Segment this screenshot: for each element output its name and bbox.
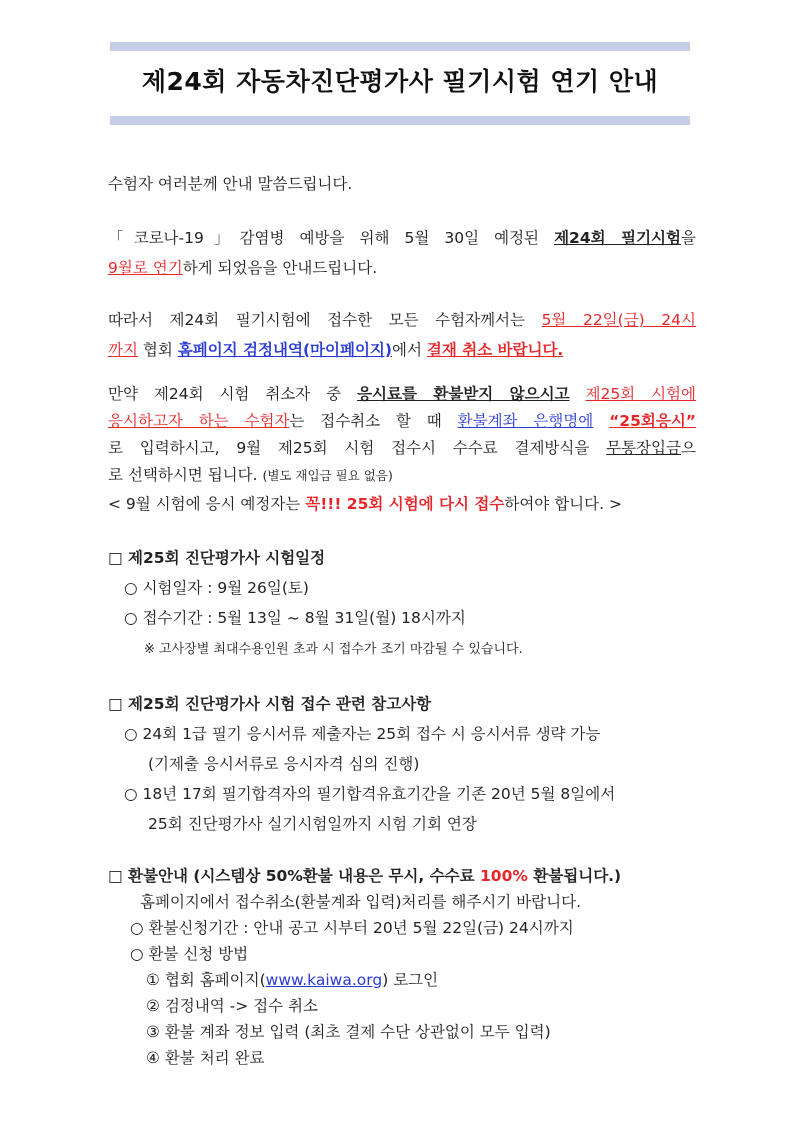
notice-line: 「코로나-19」감염병 예방을 위해 5월 30일 예정된 제24회 필기시험을 <box>108 229 696 247</box>
refund-step: ② 검정내역 -> 접수 취소 <box>146 997 318 1015</box>
refund-intro: 홈페이지에서 접수취소(환불계좌 입력)처리를 해주시기 바랍니다. <box>140 893 582 911</box>
reference-item: ○ 24회 1급 필기 응시서류 제출자는 25회 접수 시 응시서류 생략 가능 <box>124 725 601 743</box>
greeting: 수험자 여러분께 안내 말씀드립니다. <box>108 175 353 193</box>
refund-step: ① 협회 홈페이지(www.kaiwa.org) 로그인 <box>146 971 439 989</box>
notice-line: 9월로 연기하게 되었음을 안내드립니다. <box>108 259 378 277</box>
title-bottom-bar <box>110 116 690 125</box>
refund-period-item: ○ 환불신청기간 : 안내 공고 시부터 20년 5월 22일(금) 24시까지 <box>130 919 574 937</box>
section-heading-refund: □ 환불안내 (시스템상 50%환불 내용은 무시, 수수료 100% 환불됩니다.) <box>108 867 622 885</box>
reference-item-sub: 25회 진단평가사 실기시험일까지 시험 기회 연장 <box>148 815 477 833</box>
notice-line: 따라서 제24회 필기시험에 접수한 모든 수험자께서는 5월 22일(금) 24시 <box>108 311 696 329</box>
capacity-note: ※ 고사장별 최대수용인원 초과 시 접수가 조기 마감될 수 있습니다. <box>144 642 523 657</box>
refund-method-item: ○ 환불 신청 방법 <box>130 945 249 963</box>
reference-item: ○ 18년 17회 필기합격자의 필기합격유효기간을 기존 20년 5월 8일에서 <box>124 785 616 803</box>
notice-line: < 9월 시험에 응시 예정자는 꼭!!! 25회 시험에 다시 접수하여야 합니다. > <box>108 495 622 513</box>
reference-item-sub: (기제출 응시서류로 응시자격 심의 진행) <box>148 755 420 773</box>
registration-period-item: ○ 접수기간 : 5월 13일 ~ 8월 31일(월) 18시까지 <box>124 609 466 627</box>
notice-line: 로 선택하시면 됩니다. (별도 재입금 필요 없음) <box>108 466 393 484</box>
notice-line: 로 입력하시고, 9월 제25회 시험 접수시 수수료 결제방식을 무통장입금으 <box>108 439 696 457</box>
section-heading-reference: □ 제25회 진단평가사 시험 접수 관련 참고사항 <box>108 695 432 713</box>
homepage-link[interactable]: www.kaiwa.org <box>265 971 383 989</box>
notice-line: 까지 협회 홈페이지 검정내역(마이페이지)에서 결재 취소 바랍니다. <box>108 341 564 359</box>
notice-line: 응시하고자 하는 수험자는 접수취소 할 때 환불계좌 은행명에 “25회응시” <box>108 412 696 430</box>
title-top-bar <box>110 42 690 51</box>
refund-step: ③ 환불 계좌 정보 입력 (최초 결제 수단 상관없이 모두 입력) <box>146 1023 551 1041</box>
page-title: 제24회 자동차진단평가사 필기시험 연기 안내 <box>141 67 659 96</box>
exam-date-item: ○ 시험일자 : 9월 26일(토) <box>124 579 309 597</box>
section-heading-schedule: □ 제25회 진단평가사 시험일정 <box>108 549 326 567</box>
refund-step: ④ 환불 처리 완료 <box>146 1049 265 1067</box>
notice-line: 만약 제24회 시험 취소자 중 응시료를 환불받지 않으시고 제25회 시험에 <box>108 385 696 403</box>
